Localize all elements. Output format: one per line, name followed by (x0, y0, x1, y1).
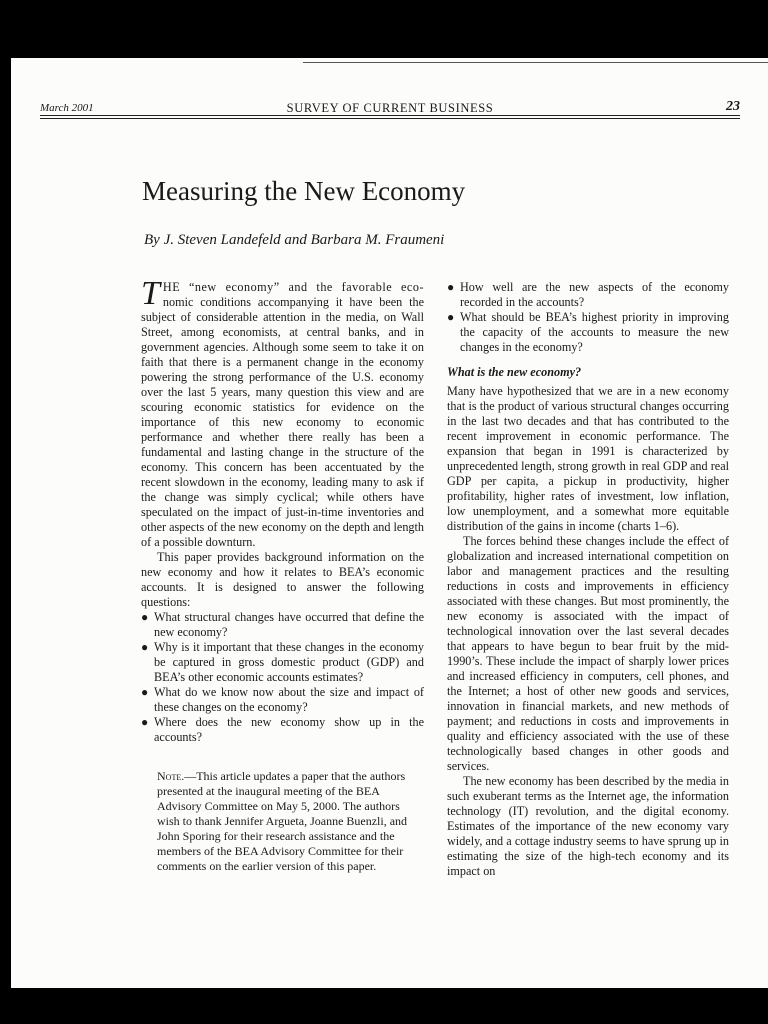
bullet-icon: ● (141, 640, 149, 654)
page-number: 23 (726, 99, 740, 114)
bullet-icon: ● (447, 310, 455, 324)
author-note (141, 769, 424, 874)
list-item (141, 610, 424, 640)
question-text: What should be BEA’s highest priority in improving the capacity of the accounts to measure the new changes in the economy? (460, 310, 729, 354)
top-edge-rule (303, 62, 768, 63)
question-text: Why is it important that these changes in the economy be captured in gross domestic product (GDP) and BEA’s other economic accounts estimates? (154, 640, 424, 684)
question-text: What do we know now about the size and impact of these changes on the economy? (154, 685, 424, 714)
note-text: —This article updates a paper that the authors presented at the inaugural meeting of the BEA Advisory Committee on May 5, 2000. The authors wish to thank Jennifer Argueta, Joanne Buenzli, and John Sporing for their research assistance and the members of the BEA Advisory Committee for their comments on the earlier version of this paper. (157, 769, 408, 873)
list-item (141, 640, 424, 685)
intro-lead-text: HE “new economy” and the favorable eco- (162, 280, 424, 294)
list-item (141, 715, 424, 745)
bullet-icon: ● (141, 610, 149, 624)
issue-date: March 2001 (40, 102, 94, 114)
header-rule (40, 115, 740, 116)
question-text: Where does the new economy show up in the accounts? (154, 715, 424, 744)
list-item (141, 685, 424, 715)
question-list-continued (447, 280, 729, 355)
paragraph-new-economy-3: The new economy has been described by the media in such exuberant terms as the Internet age, the information technology (IT) revolution, and the digital economy. Estimates of the importance of the new economy vary widely, and a cottage industry seems to have sprung up in estimating the size of the high-tech economy and its impact on (447, 774, 729, 878)
question-text: What structural changes have occurred that define the new economy? (154, 610, 424, 639)
list-item (447, 280, 729, 310)
intro-body-text: nomic conditions accompanying it have been the subject of considerable attention in the media, on Wall Street, among economists, at central banks, and in government agencies. Although some seem to take it on faith that there is a permanent change in the economy powering the strong performance of the U.S. economy over the last 5 years, many question this view and are scouring economic statistics for evidence on the importance of this new economy to economic performance and whether there really has been a fundamental and lasting change in the structure of the economy. This concern has been accentuated by the recent slowdown in the economy, leading many to ask if the change was simply cyclical; while others have speculated on the impact of just-in-time inventories and other aspects of the new economy on the depth and length of a possible downturn. (141, 295, 424, 549)
drop-cap: T (141, 275, 160, 312)
bullet-icon: ● (141, 715, 149, 729)
question-list (141, 610, 424, 745)
left-column (141, 275, 424, 874)
section-heading: What is the new economy? (447, 365, 582, 379)
bullet-icon: ● (447, 280, 455, 294)
intro-paragraph (141, 275, 424, 550)
list-item (447, 310, 729, 355)
article-title: Measuring the New Economy (142, 176, 466, 206)
article-byline: By J. Steven Landefeld and Barbara M. Fraumeni (144, 232, 445, 248)
paragraph-new-economy-1: Many have hypothesized that we are in a new economy that is the product of various structural changes occurring in the last two decades and that has contributed to the recent improvement in economic performance. The expansion that began in 1991 is characterized by unprecedented length, strong growth in real GDP and real GDP per capita, a pickup in productivity, higher profitability, higher rates of investment, low inflation, low unemployment, and a somewhat more equitable distribution of the gains in income (charts 1–6). (447, 384, 729, 533)
paragraph-new-economy-2: The forces behind these changes include the effect of globalization and increased international competition on labor and management practices and the resulting reductions in costs and improvements in efficiency associated with these changes. But most prominently, the new economy is associated with the impact of technological innovation over the last several decades that appears to have begun to bear fruit by the mid-1990’s. These include the impact of sharply lower prices and increased efficiency in computers, cell phones, and the Internet; a host of other new goods and services, innovation in financial markets, and new methods of payment; and reductions in costs and improvements in quality and efficiency associated with the use of these technologically based changes in other goods and services. (447, 534, 729, 773)
journal-name: SURVEY OF CURRENT BUSINESS (286, 101, 494, 115)
paragraph-questions-intro: This paper provides background information on the new economy and how it relates to BEA’s economic accounts. It is designed to answer the following questions: (141, 550, 424, 609)
header-rule-double (40, 118, 740, 119)
question-text: How well are the new aspects of the economy recorded in the accounts? (460, 280, 729, 309)
document-page (11, 58, 768, 988)
note-label: Note. (157, 769, 185, 783)
right-column (447, 280, 729, 879)
bullet-icon: ● (141, 685, 149, 699)
